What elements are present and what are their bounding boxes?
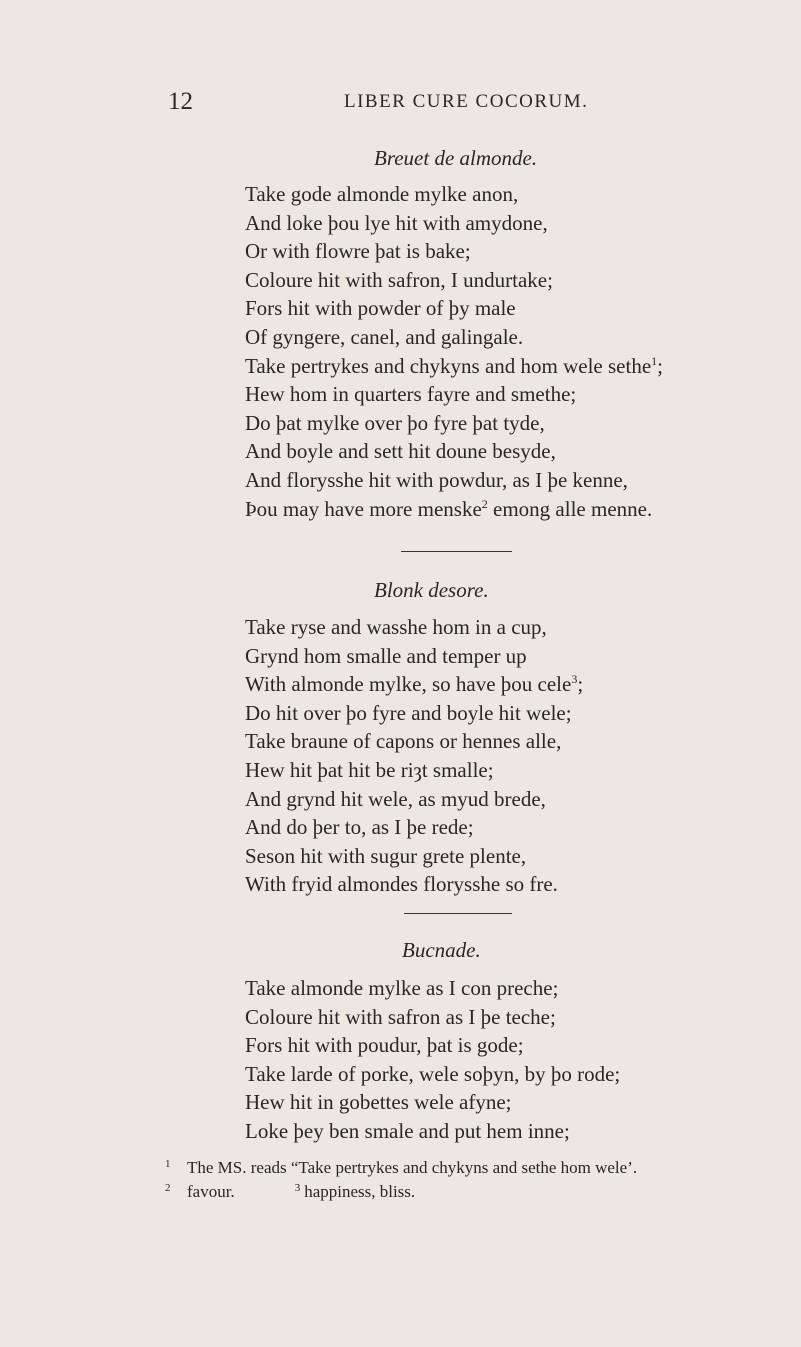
footnote-mark: 2 [165,1182,171,1194]
running-title: LIBER CURE COCORUM. [344,91,589,112]
footnote-2-3 [165,1176,637,1200]
verse-line [245,352,663,381]
verse-bucnade [245,974,620,1146]
verse-text: Take pertrykes and chykyns and hom wele sethe [245,353,652,378]
verse-line: And boyle and sett hit doune besyde, [245,439,556,464]
section-divider [401,551,512,552]
verse-line: And do þer to, as I þe rede; [245,815,474,840]
verse-line: Of gyngere, canel, and galingale. [245,324,524,349]
verse-line [245,495,663,524]
verse-line: Take larde of porke, wele soþyn, by þo rode; [245,1061,621,1086]
verse-text: ; [657,353,663,378]
footnote-text: The MS. reads “Take pertrykes and chykyns and sethe hom wele’. [187,1158,638,1177]
verse-line: Hew hit þat hit be riȝt smalle; [245,757,494,782]
verse-line: Fors hit with poudur, þat is gode; [245,1033,524,1058]
footnote-ref: 3 [571,672,578,687]
verse-line: Take ryse and wasshe hom in a cup, [245,615,547,639]
verse-line: Coloure hit with safron as I þe teche; [245,1004,556,1029]
verse-line: And florysshe hit with powdur, as I þe kenne, [245,467,628,492]
verse-line: Take braune of capons or hennes alle, [245,729,562,754]
verse-line: Or with flowre þat is bake; [245,239,471,264]
footnotes [165,1152,637,1200]
verse-line [245,670,583,699]
verse-line: And loke þou lye hit with amydone, [245,210,548,235]
page-number: 12 [168,88,193,115]
verse-text: Þou may have more menske [245,496,482,521]
footnote-ref: 2 [481,496,488,511]
footnote-ref: 1 [651,353,658,368]
footnote-text: favour. [187,1182,235,1201]
section-divider [404,913,512,914]
verse-text: With almonde mylke, so have þou cele [245,672,572,697]
verse-line: Do þat mylke over þo fyre þat tyde, [245,410,545,435]
verse-line: Coloure hit with safron, I undurtake; [245,267,553,292]
verse-line: Fors hit with powder of þy male [245,296,516,321]
verse-line: Hew hit in gobettes wele afyne; [245,1090,512,1115]
section-heading-bucnade: Bucnade. [402,938,481,962]
footnote-1 [165,1152,637,1176]
section-heading-breuet: Breuet de almonde. [374,146,538,170]
verse-line: Hew hom in quarters fayre and smethe; [245,382,577,407]
verse-line: Do hit over þo fyre and boyle hit wele; [245,700,572,725]
verse-text: ; [577,672,584,697]
verse-line: Seson hit with sugur grete plente, [245,843,527,868]
footnote-mark: 3 [294,1182,301,1194]
verse-line: And grynd hit wele, as myud brede, [245,786,546,811]
verse-line: Take almonde mylke as I con preche; [245,976,559,1000]
section-heading-blonk: Blonk desore. [374,578,489,602]
verse-text: emong alle menne. [487,496,653,521]
verse-line: Take gode almonde mylke anon, [245,182,519,206]
verse-breuet [245,180,663,523]
verse-line: Grynd hom smalle and temper up [245,643,527,668]
verse-line: Loke þey ben smale and put hem inne; [245,1118,570,1143]
footnote-text: happiness, bliss. [304,1182,416,1201]
footnote-mark: 1 [165,1158,171,1170]
verse-blonk [245,613,583,899]
verse-line: With fryid almondes florysshe so fre. [245,872,558,897]
